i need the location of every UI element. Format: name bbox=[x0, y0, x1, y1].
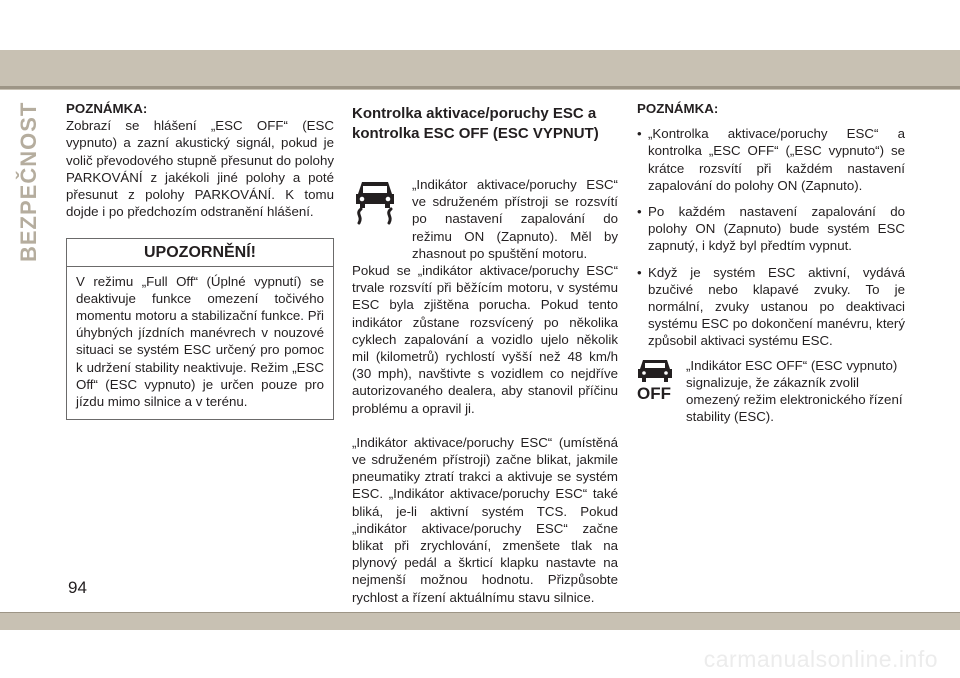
esc-skid-icon bbox=[352, 176, 412, 262]
esc-indicator-text: „Indikátor aktivace/poruchy ESC“ ve sdruženém přístroji se rozsvítí po nastavení zapalování do režimu ON (Zapnuto). Měl by zhasnout po spuštění motoru. bbox=[412, 177, 618, 261]
note-bullet-list bbox=[637, 125, 905, 349]
note-heading: POZNÁMKA: bbox=[66, 101, 148, 116]
watermark: carmanualsonline.info bbox=[703, 646, 938, 672]
footer-band bbox=[0, 613, 960, 630]
esc-off-icon bbox=[637, 357, 685, 426]
esc-indicator-block bbox=[352, 176, 618, 262]
section-heading: Kontrolka aktivace/poruchy ESC a kontrolka ESC OFF (ESC VYPNUT) bbox=[352, 105, 599, 142]
column-left bbox=[66, 100, 334, 420]
list-item: • Po každém nastavení zapalování do polohy ON (Zapnuto) bude systém ESC zapnutý, i když byl předtím vypnut. bbox=[637, 204, 905, 254]
header-rule bbox=[0, 86, 960, 89]
off-label: OFF bbox=[637, 383, 671, 403]
column-middle bbox=[352, 104, 618, 606]
header-band bbox=[0, 50, 960, 90]
list-item: • Když je systém ESC aktivní, vydává bzučivé nebo klapavé zvuky. To je normální, zvuky ustanou po deaktivaci systému ESC po dokončení manévru, který způsobil aktivaci systému ESC. bbox=[637, 264, 905, 349]
note-heading: POZNÁMKA: bbox=[637, 101, 719, 116]
warning-text: V režimu „Full Off“ (Úplné vypnutí) se deaktivuje funkce omezení točivého momentu motoru a stabilizační funkce. Při úhybných jízdních manévrech v nouzové situaci se systém ESC určený pro pomoc k udržení stability neaktivuje. Režim „ESC Off“ (ESC vypnuto) je určen pouze pro jízdu mimo silnice a v terénu. bbox=[76, 273, 324, 410]
esc-off-block bbox=[637, 357, 905, 426]
note-text: Zobrazí se hlášení „ESC OFF“ (ESC vypnuto) a zazní akustický signál, pokud je volič převodového stupně přesunut do polohy PARKOVÁNÍ z jakékoli jiné polohy a poté přesunut z polohy PARKOVÁNÍ. K tomu dojde i po předchozím odstranění hlášení. bbox=[66, 118, 334, 220]
esc-off-text: „Indikátor ESC OFF“ (ESC vypnuto) signalizuje, že zákazník zvolil omezený režim elektronického řízení stability (ESC). bbox=[686, 357, 903, 425]
paragraph-fault: Pokud se „indikátor aktivace/poruchy ESC“ trvale rozsvítí při běžícím motoru, v systému ESC byla zjištěna porucha. Pokud tento indikátor zůstane rozsvícený po několika cyklech zapalování a vozidlo ujelo několik mil (kilometrů) rychlostí vyšší než 48 km/h (30 mph), navštivte s vozidlem co nejdříve autorizovaného dealera, aby stanovil příčinu problému a opravil ji. bbox=[352, 263, 618, 416]
warning-title: UPOZORNĚNÍ! bbox=[67, 239, 333, 266]
column-right bbox=[637, 100, 905, 425]
paragraph-flashing: „Indikátor aktivace/poruchy ESC“ (umístěná ve sdruženém přístroji) začne blikat, jakmile pneumatiky ztratí trakci a aktivuje se systém ESC. „Indikátor aktivace/poruchy ESC“ také bliká, je-li aktivní systém TCS. Pokud „indikátor aktivace/poruchy ESC“ začne blikat při zrychlování, zmenšete tlak na plynový pedál a škrticí klapku nastavte na nejmenší možnou hodnotu. Přizpůsobte rychlost a řízení aktuálnímu stavu silnice. bbox=[352, 434, 618, 605]
section-side-title: BEZPEČNOST bbox=[16, 101, 41, 262]
warning-box bbox=[66, 238, 334, 420]
list-item: • „Kontrolka aktivace/poruchy ESC“ a kontrolka „ESC OFF“ („ESC vypnuto“) se krátce rozsvítí při každém nastavení zapalování do polohy ON (Zapnuto). bbox=[637, 126, 905, 193]
page-number: 94 bbox=[68, 578, 87, 597]
